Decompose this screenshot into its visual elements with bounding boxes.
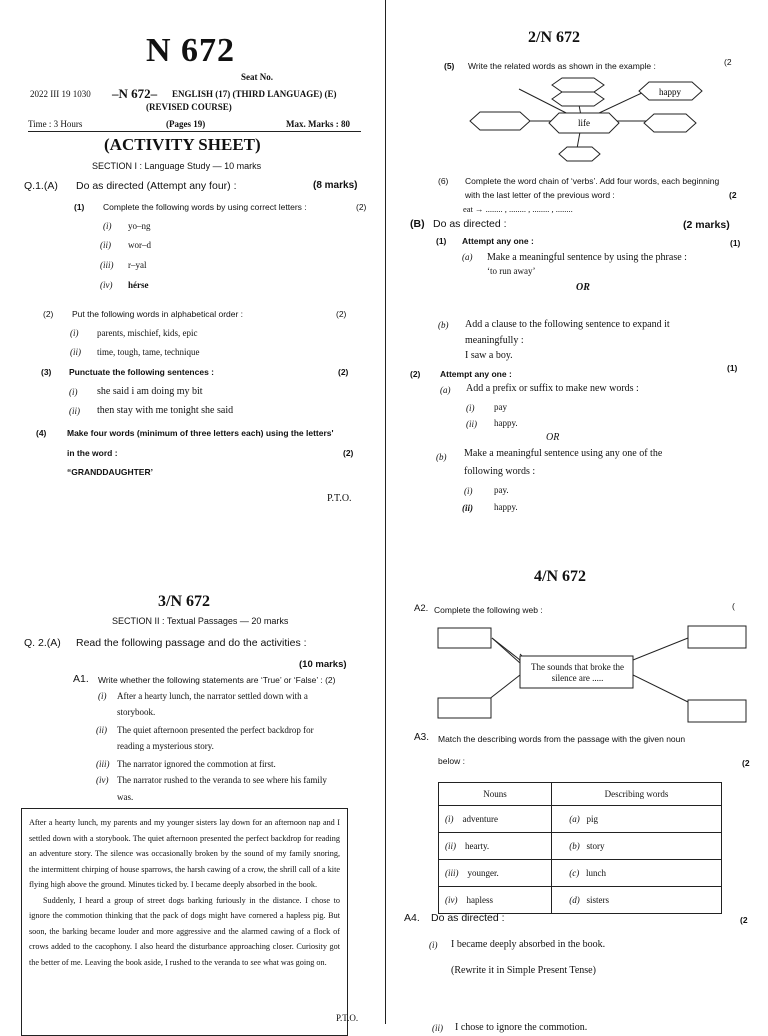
q6-chain: eat → ........ , ........ , ........ , ........: [463, 204, 573, 214]
web-box: [688, 700, 746, 722]
web-example-text: happy: [659, 87, 681, 97]
web-hexagon: [552, 92, 604, 106]
q1-1-num: (1): [74, 202, 85, 212]
b1-text: Attempt any one :: [462, 236, 534, 246]
q1-4-num: (4): [36, 428, 47, 438]
b2b-item-num: (i): [464, 486, 473, 496]
desc-num: (d): [569, 895, 580, 905]
page3-header: 3/N 672: [158, 593, 210, 610]
desc: pig: [586, 814, 599, 824]
q1-2-text: Put the following words in alphabetical order :: [72, 309, 244, 319]
q1-3-item-num: (ii): [69, 406, 80, 416]
q1-1-item: r–yal: [128, 260, 147, 270]
page2-header: 2/N 672: [528, 29, 580, 46]
a2-label: A2.: [414, 603, 429, 614]
q1-1-item-num: (ii): [100, 240, 111, 250]
b2b-num: (b): [436, 452, 447, 462]
web-box: [438, 628, 491, 648]
a1-item: After a hearty lunch, the narrator settled down with a: [117, 691, 308, 701]
table-header: Nouns: [439, 783, 552, 806]
b2a-item: happy.: [494, 418, 518, 428]
b2b-text: Make a meaningful sentence using any one of the: [464, 448, 663, 459]
q1-4-text2: in the word :: [67, 448, 118, 458]
noun-cell: [439, 887, 552, 914]
table-header: Describing words: [552, 783, 722, 806]
page3-pto: P.T.O.: [336, 1013, 359, 1023]
b1b-text: Add a clause to the following sentence to expand it: [465, 319, 670, 330]
q6-num: (6): [438, 176, 449, 186]
desc-cell: [552, 806, 722, 833]
web-hexagon: [552, 78, 604, 92]
a4-label: A4.: [404, 912, 420, 924]
q1-2-item-num: (i): [70, 328, 79, 338]
b-text: Do as directed :: [433, 218, 507, 230]
q1-1-marks: (2): [356, 202, 367, 212]
exam-time: Time : 3 Hours: [28, 119, 83, 129]
noun: younger.: [467, 868, 499, 878]
q1-1-item: wor–d: [128, 240, 151, 250]
table-row: [439, 887, 722, 914]
b2-text: Attempt any one :: [440, 369, 512, 379]
web-center-text: life: [578, 118, 590, 128]
a4-2-num: (ii): [432, 1023, 443, 1033]
b2-num: (2): [410, 369, 421, 379]
b2a-item: pay: [494, 402, 507, 412]
b2b-text2: following words :: [464, 466, 536, 477]
web-hexagon: [644, 114, 696, 132]
passage-paragraph: After a hearty lunch, my parents and my younger sisters lay down for an afternoon nap and I settled down with a storybook. The quiet afternoon presented the perfect backdrop for reading an adventure story. The silence was occasionally broken by the sound of my family snoring, the intermittent chirping of house sparrows, the harsh cawing of a crow, the shrill call of a kite flying high above the ground. Minutes ticked by. I became deeply absorbed in the book.: [29, 818, 340, 889]
desc-cell: [552, 833, 722, 860]
page1-pto: P.T.O.: [327, 493, 352, 504]
web-box: [438, 698, 491, 718]
noun-cell: [439, 806, 552, 833]
q2-instruction: Read the following passage and do the activities :: [76, 637, 307, 649]
a3-text: Match the describing words from the passage with the given noun: [438, 734, 686, 744]
q1-1-item-num: (iv): [100, 280, 113, 290]
b2b-item: happy.: [494, 502, 518, 512]
table-row: [439, 833, 722, 860]
a1-item-num: (iii): [96, 759, 110, 769]
or-2: OR: [546, 432, 560, 443]
desc-cell: [552, 860, 722, 887]
a1-item-num: (iv): [96, 775, 109, 785]
noun-cell: [439, 833, 552, 860]
table-row: [439, 860, 722, 887]
noun-num: (iv): [445, 895, 458, 905]
a1-item-num: (ii): [96, 725, 107, 735]
q1-3-text: Punctuate the following sentences :: [69, 367, 214, 377]
q5-num: (5): [444, 61, 455, 71]
b1b-num: (b): [438, 320, 449, 330]
web-hexagon: [470, 112, 530, 130]
q1-3-item-num: (i): [69, 387, 78, 397]
b1a-phrase: ‘to run away’: [487, 266, 536, 276]
a1-item: The narrator rushed to the veranda to see where his family: [117, 775, 327, 785]
a4-text: Do as directed :: [431, 912, 505, 924]
desc: sisters: [586, 895, 609, 905]
q1-1-item-num: (i): [103, 221, 112, 231]
a2-text: Complete the following web :: [434, 605, 543, 615]
subject: ENGLISH (17) (THIRD LANGUAGE) (E): [172, 89, 337, 99]
a4-1-instruction: (Rewrite it in Simple Present Tense): [451, 965, 596, 976]
q1-1-text: Complete the following words by using correct letters :: [103, 202, 307, 212]
q6-marks: (2: [729, 190, 737, 200]
table-header-row: [439, 783, 722, 806]
a4-1-num: (i): [429, 940, 438, 950]
noun-num: (iii): [445, 868, 459, 878]
desc-num: (c): [569, 868, 580, 878]
b1a-text: Make a meaningful sentence by using the phrase :: [487, 252, 687, 263]
noun-num: (ii): [445, 841, 456, 851]
a1-item-cont: was.: [117, 792, 134, 802]
a1-item-num: (i): [98, 691, 107, 701]
q1-2-item: time, tough, tame, technique: [97, 347, 200, 357]
desc: lunch: [586, 868, 606, 878]
table-row: [439, 806, 722, 833]
q5-marks: (2: [724, 57, 732, 67]
noun: adventure: [462, 814, 498, 824]
a1-text: Write whether the following statements are ‘True’ or ‘False’ : (2): [98, 675, 336, 685]
a3-text2: below :: [438, 756, 465, 766]
b1b-sentence: I saw a boy.: [465, 350, 513, 361]
a1-item-cont: storybook.: [117, 707, 156, 717]
q6-text: Complete the word chain of ‘verbs’. Add four words, each beginning: [465, 176, 720, 186]
page-count: (Pages 19): [166, 119, 206, 129]
exam-code: –N 672–: [112, 86, 158, 101]
a1-item-cont: reading a mysterious story.: [117, 741, 214, 751]
q5-text: Write the related words as shown in the example :: [468, 61, 656, 71]
b-marks: (2 marks): [683, 219, 730, 231]
section-2-title: SECTION II : Textual Passages — 20 marks: [112, 616, 289, 626]
course: (REVISED COURSE): [146, 102, 232, 112]
q1-3-marks: (2): [338, 367, 349, 377]
match-table: [438, 782, 722, 914]
b2b-item: pay.: [494, 485, 509, 495]
q1-label: Q.1.(A): [24, 180, 58, 192]
noun: hapless: [466, 895, 493, 905]
a4-1-text: I became deeply absorbed in the book.: [451, 939, 606, 950]
max-marks: Max. Marks : 80: [286, 119, 350, 129]
a4-2-text: I chose to ignore the commotion.: [455, 1022, 588, 1033]
activity-sheet-title: (ACTIVITY SHEET): [104, 135, 261, 154]
a1-item: The quiet afternoon presented the perfect backdrop for: [117, 725, 314, 735]
a4-marks: (2: [740, 915, 748, 925]
q1-2-item: parents, mischief, kids, epic: [97, 328, 198, 338]
q1-4-marks: (2): [343, 448, 354, 458]
b2a-text: Add a prefix or suffix to make new words :: [466, 383, 639, 394]
page-divider: [385, 0, 386, 1024]
paper-code: N 672: [146, 32, 236, 69]
q2-marks: (10 marks): [299, 659, 347, 670]
desc-num: (a): [569, 814, 580, 824]
header-rule: [28, 131, 361, 132]
b2a-item-num: (ii): [466, 419, 477, 429]
q1-instruction: Do as directed (Attempt any four) :: [76, 180, 237, 192]
q1-1-item: hérse: [128, 280, 149, 290]
q1-1-item: yo–ng: [128, 221, 151, 231]
q1-2-item-num: (ii): [70, 347, 81, 357]
b2a-item-num: (i): [466, 403, 475, 413]
a2-mark: (: [732, 601, 735, 611]
related-words-web: [464, 76, 724, 168]
or-1: OR: [576, 282, 590, 293]
q6-text2: with the last letter of the previous word :: [465, 190, 615, 200]
q1-marks: (8 marks): [313, 180, 358, 191]
q1-4-text: Make four words (minimum of three letters each) using the letters': [67, 428, 334, 438]
reading-passage: [21, 808, 348, 1036]
noun-num: (i): [445, 814, 454, 824]
q1-4-word: “GRANDDAUGHTER’: [67, 467, 153, 477]
desc-cell: [552, 887, 722, 914]
web-hexagon: [559, 147, 600, 161]
seat-no-label: Seat No.: [241, 72, 273, 82]
exam-id: 2022 III 19 1030: [30, 89, 91, 99]
q1-3-item: she said i am doing my bit: [97, 386, 203, 397]
q1-2-num: (2): [43, 309, 54, 319]
b2b-item-num: (ii): [462, 503, 473, 513]
q2-label: Q. 2.(A): [24, 637, 61, 649]
b1-num: (1): [436, 236, 447, 246]
q1-1-item-num: (iii): [100, 260, 114, 270]
a3-label: A3.: [414, 732, 430, 743]
section-1-title: SECTION I : Language Study — 10 marks: [92, 161, 262, 171]
a1-item: The narrator ignored the commotion at first.: [117, 759, 276, 769]
passage-paragraph: Suddenly, I heard a group of street dogs barking furiously in the distance. I chose to ignore the commotion thinking that the pack of dogs might have cornered a hapless pig. But soon, the barking became louder and more aggressive and the alarmed cawing of a flock of crows added to the cacophony. I also heard the disturbance approaching closer. Curiosity got the better of me. Leaving the book aside, I rushed to the veranda to see what was going on.: [29, 895, 340, 967]
desc: story: [586, 841, 605, 851]
b1a-num: (a): [462, 252, 473, 262]
web-center-text: The sounds that broke the silence are .....: [531, 662, 624, 683]
page4-header: 4/N 672: [534, 568, 586, 585]
noun: hearty.: [465, 841, 490, 851]
web-box: [688, 626, 746, 648]
b1b-text2: meaningfully :: [465, 335, 524, 346]
q1-2-marks: (2): [336, 309, 347, 319]
noun-cell: [439, 860, 552, 887]
b2a-num: (a): [440, 385, 451, 395]
b-label: (B): [410, 218, 425, 230]
a1-label: A1.: [73, 673, 89, 685]
b1-marks: (1): [730, 238, 741, 248]
desc-num: (b): [569, 841, 580, 851]
b2-marks: (1): [727, 363, 738, 373]
a3-marks: (2: [742, 758, 750, 768]
q1-3-num: (3): [41, 367, 52, 377]
q1-3-item: then stay with me tonight she said: [97, 405, 234, 416]
